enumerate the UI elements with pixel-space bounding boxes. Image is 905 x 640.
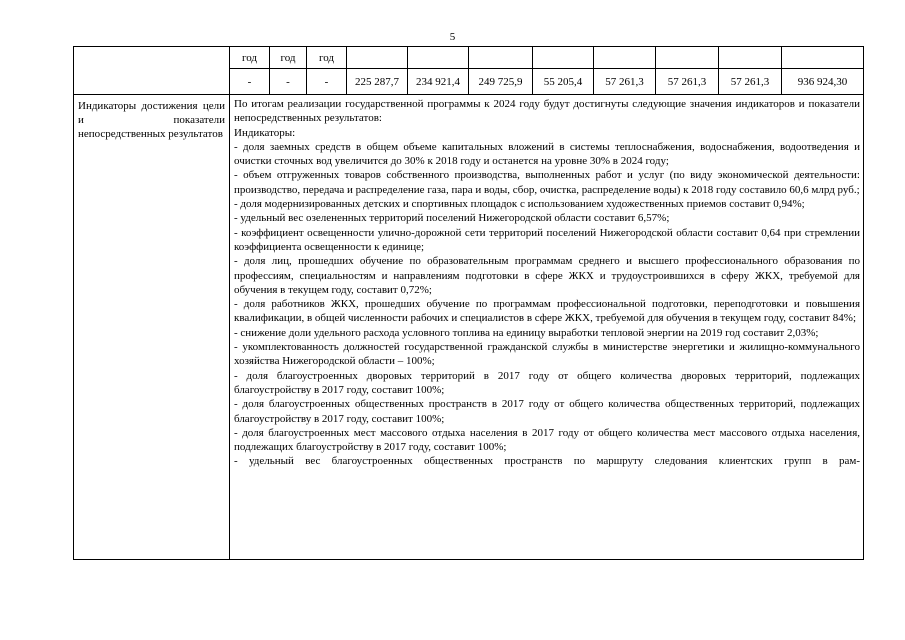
value-cell: 57 261,3 [719,69,782,95]
value-cell: - [307,69,347,95]
indicators-intro: По итогам реализации государственной программы к 2024 году будут достигнуты следующие значения индикаторов и показатели непосредственных результатов: [234,98,860,125]
indicator-item: - снижение доли удельного расхода условного топлива на единицу выработки тепловой энергии на 2019 год составит 2,03%; [234,326,819,339]
empty-header-cell [347,47,408,69]
value-cell: 249 725,9 [469,69,533,95]
value-cell: 234 921,4 [408,69,469,95]
indicators-label: Индикаторы достижения цели и показатели непосредственных результатов [78,100,225,141]
indicator-item: - доля заемных средств в общем объеме капитальных вложений в системы теплоснабжения, водоснабжения, водоотведения и очистки сточных вод увеличится до 30% к 2018 году и останется на уровне 30% в 2024 году; [234,140,860,168]
year-header-cell: год [230,47,270,69]
indicators-label-cell [74,95,230,560]
value-cell: - [270,69,307,95]
value-cell: 225 287,7 [347,69,408,95]
empty-header-cell [656,47,719,69]
indicator-item: - коэффициент освещенности улично-дорожной сети территорий поселений Нижегородской области составит 0,64 при стремлении коэффициента освещенности к единице; [234,226,860,253]
empty-header-cell [594,47,656,69]
indicator-item: - доля благоустроенных мест массового отдыха населения в 2017 году от общего количества мест массового отдыха населения, подлежащих благоустройству в 2017 году, составит 100%; [234,426,860,454]
indicator-item: - доля благоустроенных дворовых территорий в 2017 году от общего количества дворовых территорий, подлежащих благоустройству в 2017 году, составит 100%; [234,369,860,396]
year-header-cell: год [307,47,347,69]
empty-header-cell [469,47,533,69]
indicator-item: - доля работников ЖКХ, прошедших обучение по программам профессиональной подготовки, переподготовки и повышения квалификации, в общей численности рабочих и специалистов в сфере ЖКХ, требуемой для обучения в текущем году, составит 84%; [234,298,860,325]
indicator-item: - доля благоустроенных общественных пространств в 2017 году от общего количества общественных территорий, подлежащих благоустройству в 2017 году, составит 100%; [234,398,860,425]
empty-label-cell [74,47,230,95]
empty-header-cell [719,47,782,69]
program-table [73,46,864,560]
empty-header-cell [533,47,594,69]
indicator-item: - доля лиц, прошедших обучение по образовательным программам среднего и высшего профессионального образования по профессиям, специальностям и направлениям подготовки в сфере ЖКХ и трудоустроившихся в сферу ЖКХ, требуемой для обучения в текущем году, составит 0,72%; [234,255,860,296]
indicator-item: - удельный вес озелененных территорий поселений Нижегородской области составит 6,57%; [234,212,670,225]
indicator-item: - удельный вес благоустроенных общественных пространств по маршруту следования клиентских групп в рам- [234,455,860,468]
indicator-item: - укомплектованность должностей государственной гражданской службы в министерстве энергетики и жилищно-коммунального хозяйства Нижегородской области – 100%; [234,341,860,368]
indicators-row [74,95,864,560]
indicators-subheading: Индикаторы: [234,126,296,139]
value-cell: 55 205,4 [533,69,594,95]
page-number: 5 [449,31,456,43]
indicator-item: - доля модернизированных детских и спортивных площадок с использованием художественных приемов составит 0,94%; [234,198,805,211]
empty-header-cell [782,47,864,69]
indicators-content-cell [230,95,864,560]
year-header-row [74,47,864,69]
year-header-cell: год [270,47,307,69]
indicator-item: - объем отгруженных товаров собственного производства, выполненных работ и услуг (по виду экономической деятельности: производство, передача и распределение газа, пара и воды, сбор, очистка, распределение воды) к 2018 году составило 60,6 млрд руб.; [234,169,860,196]
value-cell: 57 261,3 [656,69,719,95]
empty-header-cell [408,47,469,69]
value-cell: - [230,69,270,95]
value-cell: 936 924,30 [782,69,864,95]
value-cell: 57 261,3 [594,69,656,95]
